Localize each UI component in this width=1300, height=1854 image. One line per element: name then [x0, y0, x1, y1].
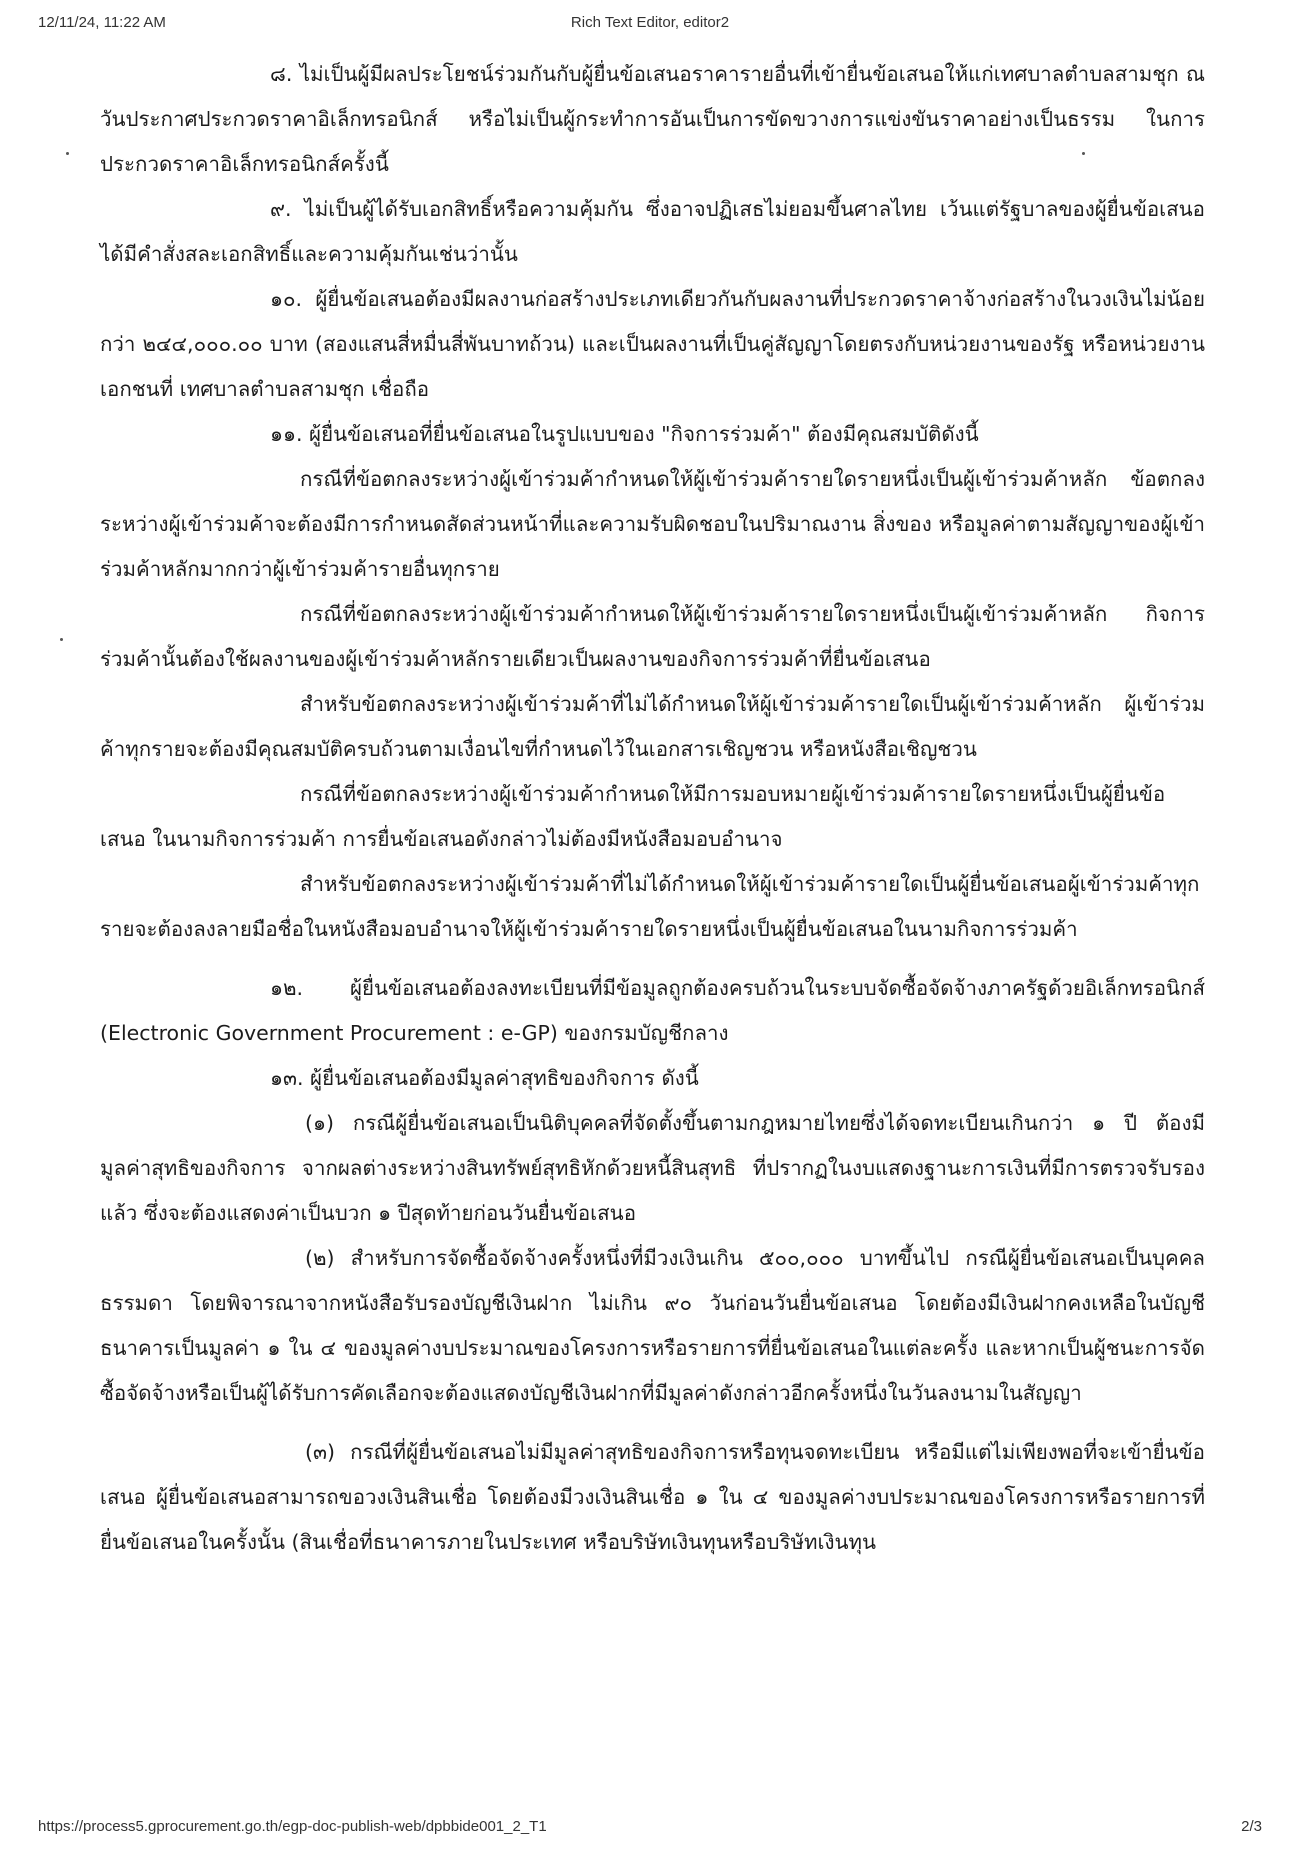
- print-footer: [38, 1818, 1262, 1840]
- clause-13-3: (๓) กรณีที่ผู้ยื่นข้อเสนอไม่มีมูลค่าสุทธิของกิจการหรือทุนจดทะเบียน หรือมีแต่ไม่เพียงพอที่จะเข้ายื่นข้อเสนอ ผู้ยื่นข้อเสนอสามารถขอวงเงินสินเชื่อ โดยต้องมีวงเงินสินเชื่อ ๑ ใน ๔ ของมูลค่างบประมาณของโครงการหรือรายการที่ยื่นข้อเสนอในครั้งนั้น (สินเชื่อที่ธนาคารภายในประเทศ หรือบริษัทเงินทุนหรือบริษัทเงินทุน: [100, 1440, 1205, 1554]
- print-document-title: Rich Text Editor, editor2: [570, 14, 730, 31]
- page-number: 2/3: [1241, 1818, 1262, 1835]
- document-body: [100, 52, 1205, 1565]
- scan-speck: [1082, 152, 1085, 155]
- page-url: https://process5.gprocurement.go.th/egp-doc-publish-web/dpbbide001_2_T1: [38, 1818, 547, 1835]
- clause-9: ๙. ไม่เป็นผู้ได้รับเอกสิทธิ์หรือความคุ้มกัน ซึ่งอาจปฏิเสธไม่ยอมขึ้นศาลไทย เว้นแต่รัฐบาลของผู้ยื่นข้อเสนอได้มีคำสั่งสละเอกสิทธิ์และความคุ้มกันเช่นว่านั้น: [100, 197, 1205, 266]
- clause-11-power-of-attorney: สำหรับข้อตกลงระหว่างผู้เข้าร่วมค้าที่ไม่ได้กำหนดให้ผู้เข้าร่วมค้ารายใดเป็นผู้ยื่นข้อเสนอผู้เข้าร่วมค้าทุกรายจะต้องลงลายมือชื่อในหนังสือมอบอำนาจให้ผู้เข้าร่วมค้ารายใดรายหนึ่งเป็นผู้ยื่นข้อเสนอในนามกิจการร่วมค้า: [100, 872, 1200, 941]
- print-header: [38, 14, 1262, 36]
- clause-11-lead-partner-experience: กรณีที่ข้อตกลงระหว่างผู้เข้าร่วมค้ากำหนดให้ผู้เข้าร่วมค้ารายใดรายหนึ่งเป็นผู้เข้าร่วมค้าหลัก กิจการร่วมค้านั้นต้องใช้ผลงานของผู้เข้าร่วมค้าหลักรายเดียวเป็นผลงานของกิจการร่วมค้าที่ยื่นข้อเสนอ: [100, 602, 1205, 671]
- clause-8: ๘. ไม่เป็นผู้มีผลประโยชน์ร่วมกันกับผู้ยื่นข้อเสนอราคารายอื่นที่เข้ายื่นข้อเสนอให้แก่เทศบาลตำบลสามชุก ณ วันประกาศประกวดราคาอิเล็กทรอนิกส์ หรือไม่เป็นผู้กระทำการอันเป็นการขัดขวางการแข่งขันราคาอย่างเป็นธรรม ในการประกวดราคาอิเล็กทรอนิกส์ครั้งนี้: [100, 62, 1205, 176]
- print-datetime: 12/11/24, 11:22 AM: [38, 14, 166, 31]
- clause-10: ๑๐. ผู้ยื่นข้อเสนอต้องมีผลงานก่อสร้างประเภทเดียวกันกับผลงานที่ประกวดราคาจ้างก่อสร้างในวงเงินไม่น้อยกว่า ๒๔๔,๐๐๐.๐๐ บาท (สองแสนสี่หมื่นสี่พันบาทถ้วน) และเป็นผลงานที่เป็นคู่สัญญาโดยตรงกับหน่วยงานของรัฐ หรือหน่วยงานเอกชนที่ เทศบาลตำบลสามชุก เชื่อถือ: [100, 287, 1205, 401]
- clause-13-1: (๑) กรณีผู้ยื่นข้อเสนอเป็นนิติบุคคลที่จัดตั้งขึ้นตามกฎหมายไทยซึ่งได้จดทะเบียนเกินกว่า ๑ ปี ต้องมีมูลค่าสุทธิของกิจการ จากผลต่างระหว่างสินทรัพย์สุทธิหักด้วยหนี้สินสุทธิ ที่ปรากฏในงบแสดงฐานะการเงินที่มีการตรวจรับรองแล้ว ซึ่งจะต้องแสดงค่าเป็นบวก ๑ ปีสุดท้ายก่อนวันยื่นข้อเสนอ: [100, 1111, 1205, 1225]
- clause-13: ๑๓. ผู้ยื่นข้อเสนอต้องมีมูลค่าสุทธิของกิจการ ดังนี้: [270, 1066, 699, 1090]
- scan-speck: [66, 152, 69, 155]
- scan-speck: [60, 638, 63, 641]
- clause-12: ๑๒. ผู้ยื่นข้อเสนอต้องลงทะเบียนที่มีข้อมูลถูกต้องครบถ้วนในระบบจัดซื้อจัดจ้างภาครัฐด้วยอิเล็กทรอนิกส์ (Electronic Government Procurement : e-GP) ของกรมบัญชีกลาง: [100, 976, 1205, 1045]
- clause-11: ๑๑. ผู้ยื่นข้อเสนอที่ยื่นข้อเสนอในรูปแบบของ "กิจการร่วมค้า" ต้องมีคุณสมบัติดังนี้: [270, 422, 979, 446]
- clause-11-lead-partner-proportion: กรณีที่ข้อตกลงระหว่างผู้เข้าร่วมค้ากำหนดให้ผู้เข้าร่วมค้ารายใดรายหนึ่งเป็นผู้เข้าร่วมค้าหลัก ข้อตกลงระหว่างผู้เข้าร่วมค้าจะต้องมีการกำหนดสัดส่วนหน้าที่และความรับผิดชอบในปริมาณงาน สิ่งของ หรือมูลค่าตามสัญญาของผู้เข้าร่วมค้าหลักมากกว่าผู้เข้าร่วมค้ารายอื่นทุกราย: [100, 467, 1205, 581]
- clause-13-2: (๒) สำหรับการจัดซื้อจัดจ้างครั้งหนึ่งที่มีวงเงินเกิน ๕๐๐,๐๐๐ บาทขึ้นไป กรณีผู้ยื่นข้อเสนอเป็นบุคคลธรรมดา โดยพิจารณาจากหนังสือรับรองบัญชีเงินฝาก ไม่เกิน ๙๐ วันก่อนวันยื่นข้อเสนอ โดยต้องมีเงินฝากคงเหลือในบัญชีธนาคารเป็นมูลค่า ๑ ใน ๔ ของมูลค่างบประมาณของโครงการหรือรายการที่ยื่นข้อเสนอในแต่ละครั้ง และหากเป็นผู้ชนะการจัดซื้อจัดจ้างหรือเป็นผู้ได้รับการคัดเลือกจะต้องแสดงบัญชีเงินฝากที่มีมูลค่าดังกล่าวอีกครั้งหนึ่งในวันลงนามในสัญญา: [100, 1246, 1205, 1405]
- clause-11-no-lead-partner: สำหรับข้อตกลงระหว่างผู้เข้าร่วมค้าที่ไม่ได้กำหนดให้ผู้เข้าร่วมค้ารายใดเป็นผู้เข้าร่วมค้าหลัก ผู้เข้าร่วมค้าทุกรายจะต้องมีคุณสมบัติครบถ้วนตามเงื่อนไขที่กำหนดไว้ในเอกสารเชิญชวน หรือหนังสือเชิญชวน: [100, 692, 1205, 761]
- clause-11-designated-bidder: กรณีที่ข้อตกลงระหว่างผู้เข้าร่วมค้ากำหนดให้มีการมอบหมายผู้เข้าร่วมค้ารายใดรายหนึ่งเป็นผู้ยื่นข้อเสนอ ในนามกิจการร่วมค้า การยื่นข้อเสนอดังกล่าวไม่ต้องมีหนังสือมอบอำนาจ: [100, 782, 1166, 851]
